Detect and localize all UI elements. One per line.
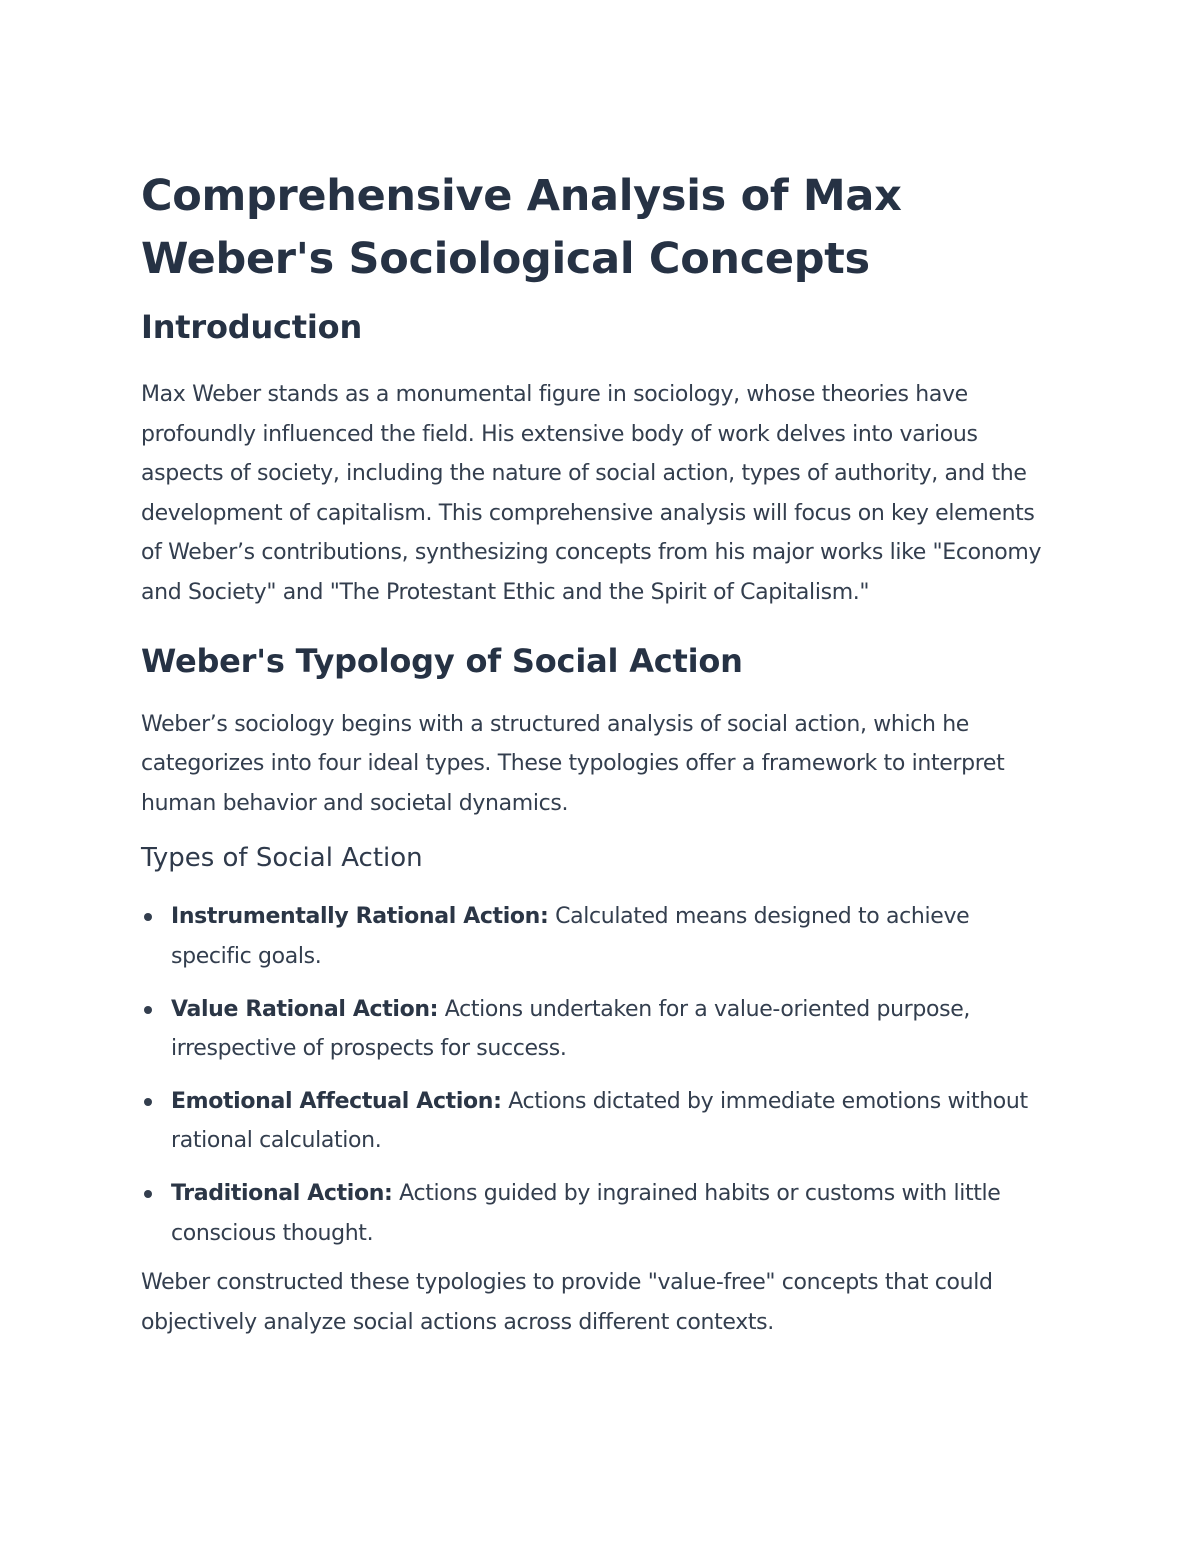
introduction-paragraph: Max Weber stands as a monumental figure in sociology, whose theories have profoundly influenced the field. His extensive body of work delves into various aspects of society, including the nature of social action, types of authority, and the development of capitalism. This comprehensive analysis will focus on key elements of Weber’s contributions, synthesizing concepts from his major works like "Economy and Society" and "The Protestant Ethic and the Spirit of Capitalism."	[141, 382, 1042, 605]
document-title: Comprehensive Analysis of Max Weber's Sociological Concepts	[141, 171, 902, 284]
list-item	[141, 1174, 1056, 1253]
list-item-description: Actions guided by ingrained habits or customs with little conscious thought.	[171, 1180, 1001, 1246]
list-item-description: Actions undertaken for a value-oriented purpose, irrespective of prospects for success.	[171, 996, 971, 1062]
typology-heading: Weber's Typology of Social Action	[141, 641, 743, 680]
list-item-description: Actions dictated by immediate emotions without rational calculation.	[171, 1088, 1028, 1154]
list-item-term: Value Rational Action:	[171, 996, 439, 1022]
document-page	[141, 165, 1056, 1342]
typology-paragraph: Weber’s sociology begins with a structured analysis of social action, which he categorizes into four ideal types. These typologies offer a framework to interpret human behavior and societal dynamics.	[141, 711, 1005, 816]
bullet-icon	[144, 913, 152, 921]
list-item	[141, 990, 1056, 1069]
bullet-icon	[144, 1190, 152, 1198]
typology-closing-paragraph: Weber constructed these typologies to provide "value-free" concepts that could objectively analyze social actions across different contexts.	[141, 1270, 993, 1335]
types-subheading: Types of Social Action	[141, 843, 423, 874]
bullet-icon	[144, 1098, 152, 1106]
list-item	[141, 897, 1056, 976]
introduction-heading: Introduction	[141, 308, 363, 346]
list-item-term: Traditional Action:	[171, 1180, 393, 1206]
list-item-description: Calculated means designed to achieve specific goals.	[171, 904, 970, 969]
list-item-term: Emotional Affectual Action:	[171, 1088, 502, 1114]
list-item	[141, 1082, 1056, 1161]
social-action-list	[141, 897, 1056, 1253]
bullet-icon	[144, 1006, 152, 1014]
list-item-term: Instrumentally Rational Action:	[171, 904, 549, 930]
